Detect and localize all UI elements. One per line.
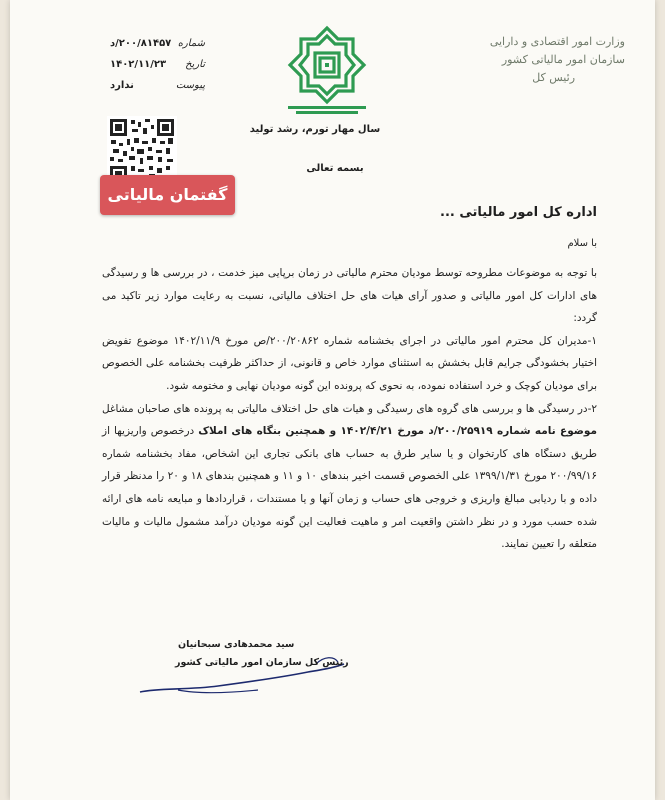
date-label: تاریخ xyxy=(185,59,205,70)
letter-page xyxy=(10,0,655,800)
ministry-line: وزارت امور اقتصادی و دارایی xyxy=(489,35,625,48)
ministry-line: رئیس کل xyxy=(532,71,575,84)
item-2-text-bold: موضوع نامه شماره ۲۰۰/۲۵۹۱۹/د مورخ ۱۴۰۲/۴/۲۱ و همچنین بنگاه های املاک xyxy=(198,425,598,438)
item-1-paragraph: ۱-مدیران کل محترم امور مالیاتی در اجرای بخشنامه شماره ۲۰۰/۲۰۸۶۲/ص مورخ ۱۴۰۲/۱۱/۹ موضوع تفویض اختیار بخشودگی جرایم قابل بخشش به استثنای موارد خاص و قانونی، از حداکثر ظرفیت بخشنامه علی الخصوص برای مودیان کوچک و خرد استفاده نموده، به نحوی که پرونده این گونه مودیان نهایی و مختومه شود. xyxy=(102,334,597,392)
salutation: با سلام xyxy=(567,238,597,249)
item-2-text-a: ۲-در رسیدگی ها و بررسی های گروه های رسیدگی و هیات های حل اختلاف مالیاتی به پرونده های صاحبان مشاغل xyxy=(102,402,597,415)
tax-organization-logo-icon xyxy=(282,24,372,116)
attachment-label: پیوست xyxy=(175,80,205,91)
number-value: ۲۰۰/۸۱۴۵۷/د xyxy=(110,38,172,49)
tax-discourse-stamp: گفتمان مالیاتی xyxy=(100,175,235,215)
ministry-header xyxy=(455,33,625,87)
signatory-name: سید محمدهادی سبحانیان xyxy=(178,639,295,650)
item-2-paragraph xyxy=(102,398,597,556)
signatory-title: رئیس کل سازمان امور مالیاتی کشور xyxy=(175,657,349,668)
ministry-line: سازمان امور مالیاتی کشور xyxy=(501,53,625,66)
year-slogan: سال مهار تورم، رشد تولید xyxy=(249,124,381,135)
attachment-value: ندارد xyxy=(110,80,134,91)
date-value: ۱۴۰۲/۱۱/۲۳ xyxy=(110,59,167,70)
recipient-heading: اداره کل امور مالیاتی ... xyxy=(440,205,597,220)
letter-body xyxy=(102,262,597,556)
intro-paragraph: با توجه به موضوعات مطروحه توسط مودیان محترم مالیاتی در زمان برپایی میز خدمت ، در بررسی ها و رسیدگی های ادارات کل امور مالیاتی و صدور آرای هیات های حل اختلاف مالیاتی، نسبت به رعایت موارد زیر تاکید می گردد: xyxy=(102,267,597,325)
number-label: شماره xyxy=(177,38,205,49)
letter-meta xyxy=(110,33,205,96)
item-2-text-b: درخصوص واریزیها از طریق دستگاه های کارتخوان و یا سایر طرق به حساب های بانکی تجاری این اشخاص، مفاد بخشنامه شماره ۲۰۰/۹۹/۱۶ مورخ ۱۳۹۹/۱/۳۱ علی الخصوص قسمت اخیر بندهای ۱۰ و ۱۱ و همچنین بندهای ۱۸ و ۲۰ را مدنظر قرار داده و با ردیابی مبالغ واریزی و خروجی های حساب و زمان آنها و یا مستندات ، قراردادها و مبایعه نامه های ارائه شده حسب مورد و در نظر داشتن واقعیت امر و ماهیت فعالیت این گونه مودیان درآمد مشمول مالیات و مالیات متعلقه را تعیین نمایند. xyxy=(102,425,597,551)
besm-heading: بسمه تعالی xyxy=(306,163,364,174)
